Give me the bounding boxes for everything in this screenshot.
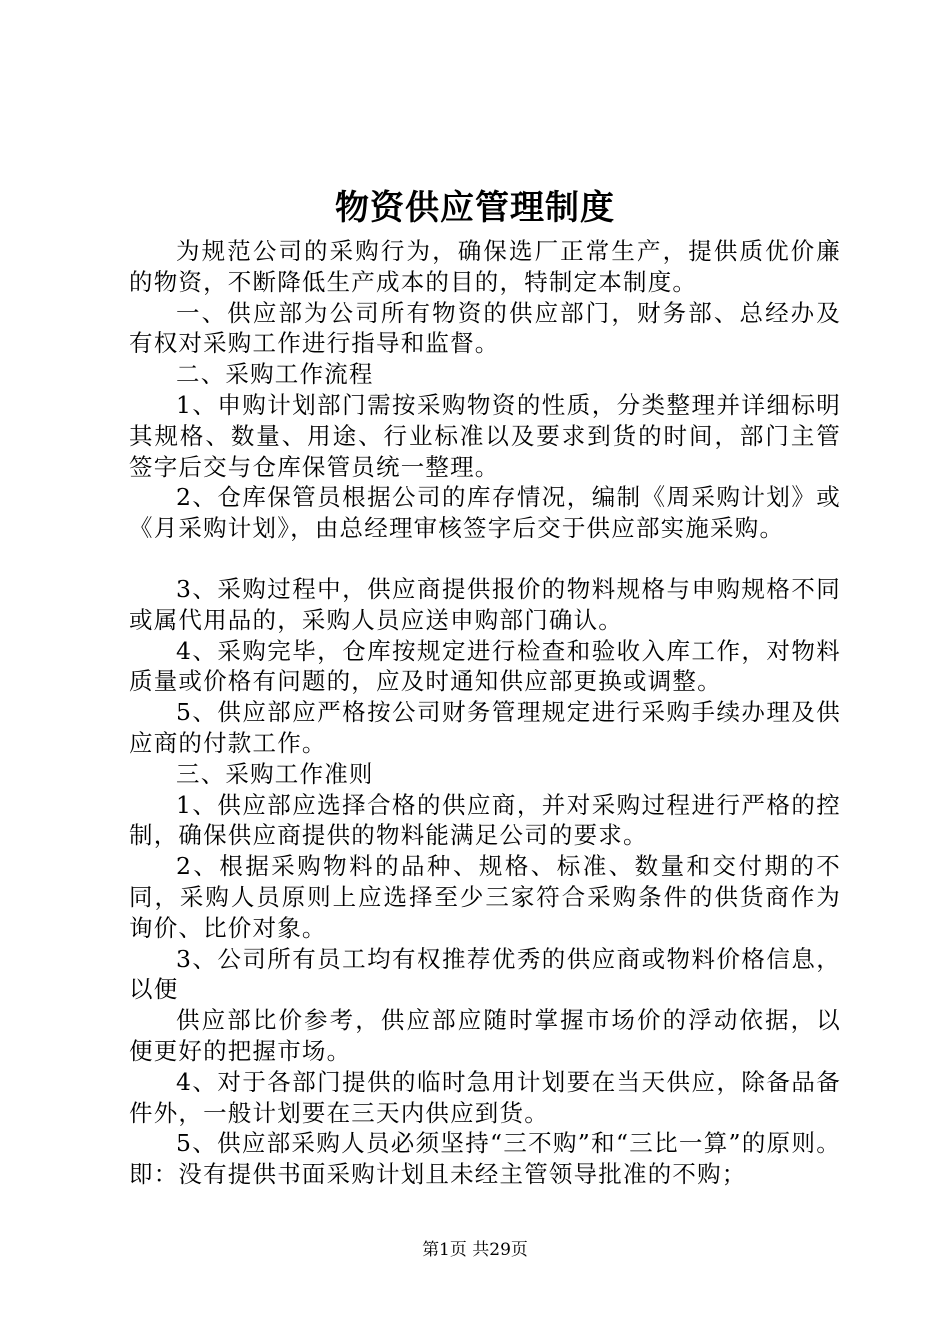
procedure-item-4: 4、采购完毕，仓库按规定进行检查和验收入库工作，对物料质量或价格有问题的，应及时通知供应部更换或调整。 <box>129 636 841 696</box>
principle-item-3-continued: 供应部比价参考，供应部应随时掌握市场价的浮动依据，以便更好的把握市场。 <box>129 1006 841 1065</box>
principle-item-5: 5、供应部采购人员必须坚持“三不购”和“三比一算”的原则。即：没有提供书面采购计划且未经主管领导批准的不购； <box>129 1129 841 1189</box>
intro-paragraph: 为规范公司的采购行为，确保选厂正常生产，提供质优价廉的物资，不断降低生产成本的目的，特制定本制度。 <box>129 237 841 296</box>
document-title: 物资供应管理制度 <box>335 188 615 228</box>
page-number-footer: 第1页 共29页 <box>422 1240 528 1260</box>
section-three-heading: 三、采购工作准则 <box>176 759 374 788</box>
procedure-item-2: 2、仓库保管员根据公司的库存情况，编制《周采购计划》或《月采购计划》，由总经理审核签字后交于供应部实施采购。 <box>129 483 841 543</box>
document-body <box>129 236 841 1190</box>
procedure-item-1: 1、申购计划部门需按采购物资的性质，分类整理并详细标明其规格、数量、用途、行业标准以及要求到货的时间，部门主管签字后交与仓库保管员统一整理。 <box>129 390 841 481</box>
principle-item-4: 4、对于各部门提供的临时急用计划要在当天供应，除备品备件外，一般计划要在三天内供应到货。 <box>129 1067 841 1127</box>
procedure-item-3: 3、采购过程中，供应商提供报价的物料规格与申购规格不同或属代用品的，采购人员应送申购部门确认。 <box>129 574 841 634</box>
section-one-paragraph: 一、供应部为公司所有物资的供应部门，财务部、总经办及有权对采购工作进行指导和监督。 <box>129 298 841 358</box>
procedure-item-5: 5、供应部应严格按公司财务管理规定进行采购手续办理及供应商的付款工作。 <box>129 698 841 757</box>
principle-item-3: 3、公司所有员工均有权推荐优秀的供应商或物料价格信息，以便 <box>129 944 841 1004</box>
principle-item-1: 1、供应部应选择合格的供应商，并对采购过程进行严格的控制，确保供应商提供的物料能满足公司的要求。 <box>129 790 841 850</box>
principle-item-2: 2、根据采购物料的品种、规格、标准、数量和交付期的不同，采购人员原则上应选择至少三家符合采购条件的供货商作为询价、比价对象。 <box>129 852 841 942</box>
section-two-heading: 二、采购工作流程 <box>176 360 374 389</box>
